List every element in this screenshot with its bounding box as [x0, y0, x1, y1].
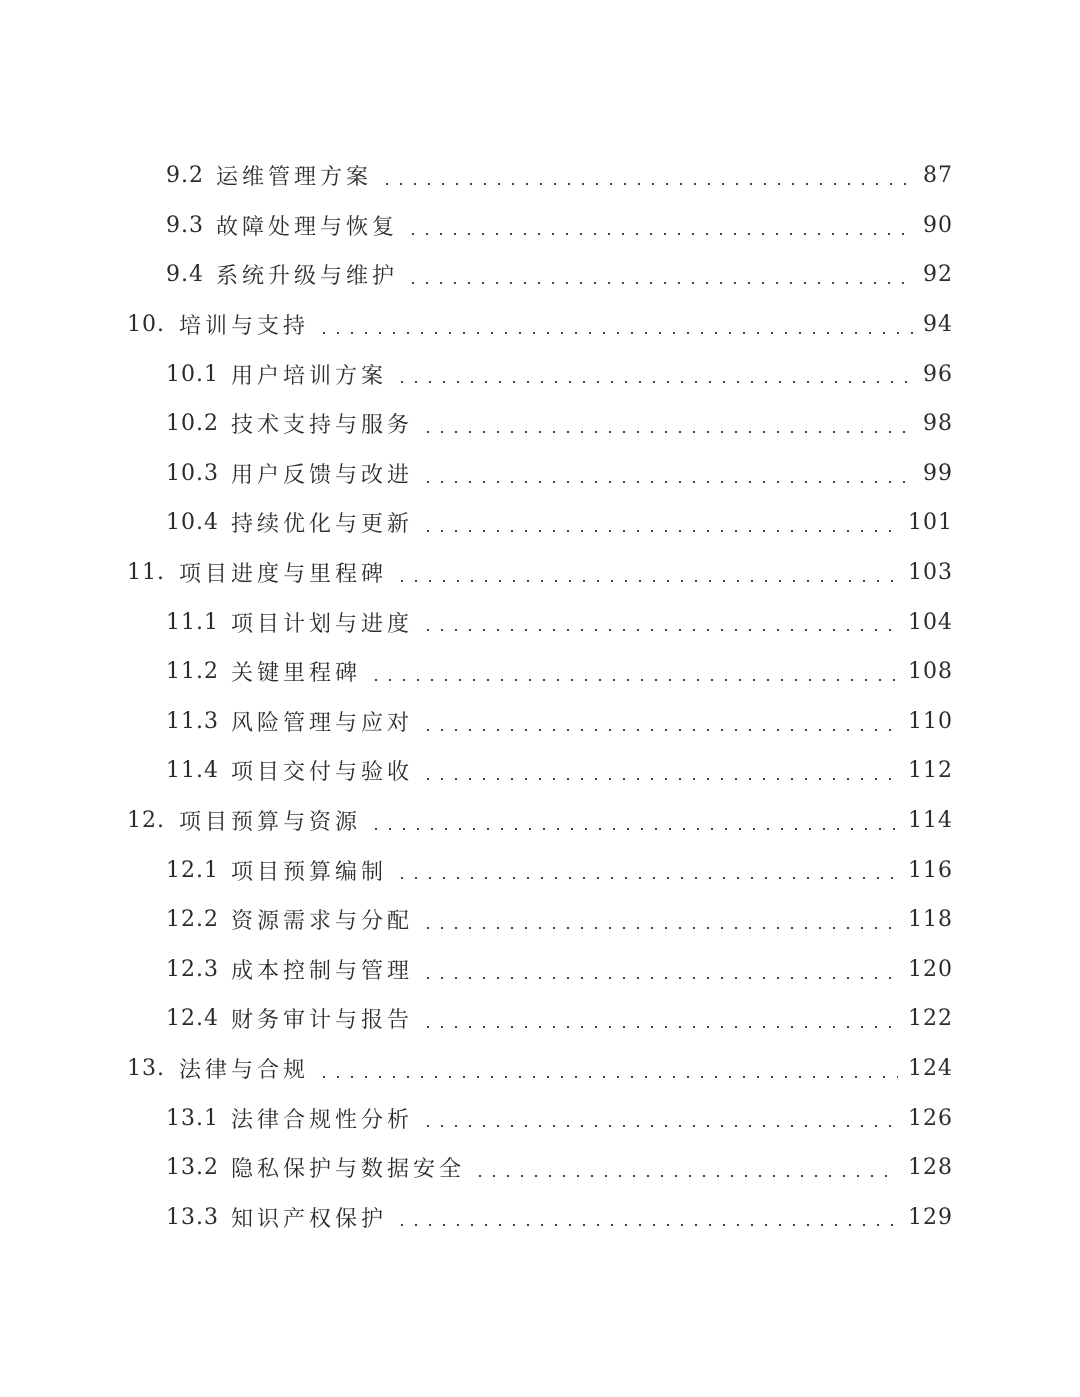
toc-entry-title: 项目交付与验收 — [230, 760, 413, 786]
toc-entry-number: 9.2 — [166, 163, 204, 189]
toc-entry-title: 风险管理与应对 — [230, 710, 413, 736]
toc-entry-page-number: 108 — [908, 659, 953, 685]
toc-section-entry[interactable] — [0, 1192, 1080, 1242]
toc-entry-number: 12.4 — [166, 1006, 219, 1032]
toc-dot-leader — [395, 877, 898, 879]
toc-entry-number: 12.1 — [166, 857, 219, 883]
toc-entry-title: 知识产权保护 — [230, 1206, 387, 1232]
toc-entry-page-number: 122 — [908, 1006, 953, 1032]
toc-entry-page-number: 120 — [908, 956, 953, 982]
toc-section-entry[interactable] — [0, 647, 1080, 697]
toc-entry-title: 技术支持与服务 — [230, 413, 413, 439]
toc-entry-title: 项目进度与里程碑 — [179, 562, 388, 588]
toc-section-entry[interactable] — [0, 349, 1080, 399]
toc-entry-title: 持续优化与更新 — [230, 512, 413, 538]
toc-entry-page-number: 101 — [908, 510, 953, 536]
toc-dot-leader — [406, 233, 913, 235]
toc-section-entry[interactable] — [0, 697, 1080, 747]
toc-entry-heading — [166, 746, 413, 796]
toc-entry-number: 13.1 — [166, 1105, 219, 1131]
toc-entry-heading — [166, 597, 413, 647]
toc-entry-number: 12.3 — [166, 956, 219, 982]
toc-dot-leader — [421, 1125, 898, 1127]
toc-entry-heading — [166, 845, 387, 895]
toc-section-entry[interactable] — [0, 746, 1080, 796]
toc-entry-page-number: 118 — [908, 907, 953, 933]
toc-entry-heading — [127, 300, 309, 350]
toc-dot-leader — [421, 778, 898, 780]
toc-entry-title: 项目预算编制 — [230, 859, 387, 885]
toc-entry-heading — [166, 201, 398, 251]
toc-entry-page-number: 129 — [908, 1204, 953, 1230]
toc-entry-page-number: 87 — [923, 163, 953, 189]
toc-entry-page-number: 104 — [908, 609, 953, 635]
toc-section-entry[interactable] — [0, 399, 1080, 449]
toc-section-entry[interactable] — [0, 994, 1080, 1044]
toc-entry-number: 11. — [127, 560, 165, 586]
table-of-contents — [0, 151, 1080, 1242]
toc-entry-heading — [166, 994, 413, 1044]
toc-section-entry[interactable] — [0, 449, 1080, 499]
toc-entry-title: 项目计划与进度 — [230, 611, 413, 637]
toc-entry-heading — [166, 449, 413, 499]
toc-dot-leader — [473, 1175, 898, 1177]
toc-entry-heading — [166, 349, 387, 399]
toc-entry-page-number: 126 — [908, 1105, 953, 1131]
toc-dot-leader — [421, 927, 898, 929]
toc-dot-leader — [395, 1224, 898, 1226]
toc-dot-leader — [317, 1076, 898, 1078]
toc-entry-heading — [127, 548, 387, 598]
toc-dot-leader — [421, 1026, 898, 1028]
toc-entry-heading — [166, 895, 413, 945]
toc-entry-heading — [127, 1044, 309, 1094]
toc-entry-title: 系统升级与维护 — [216, 264, 399, 290]
toc-dot-leader — [421, 431, 913, 433]
toc-entry-title: 用户培训方案 — [230, 363, 387, 389]
toc-entry-page-number: 110 — [908, 708, 953, 734]
toc-dot-leader — [421, 977, 898, 979]
toc-dot-leader — [406, 282, 913, 284]
toc-section-entry[interactable] — [0, 845, 1080, 895]
toc-dot-leader — [421, 530, 898, 532]
toc-entry-heading — [127, 796, 361, 846]
toc-dot-leader — [369, 679, 898, 681]
toc-entry-page-number: 98 — [923, 411, 953, 437]
toc-section-entry[interactable] — [0, 1143, 1080, 1193]
toc-section-entry[interactable] — [0, 1093, 1080, 1143]
toc-entry-title: 法律合规性分析 — [230, 1107, 413, 1133]
toc-dot-leader — [421, 729, 898, 731]
toc-dot-leader — [421, 481, 913, 483]
toc-entry-number: 11.1 — [166, 609, 219, 635]
toc-section-entry[interactable] — [0, 597, 1080, 647]
toc-entry-number: 10.2 — [166, 411, 219, 437]
toc-section-entry[interactable] — [0, 250, 1080, 300]
toc-dot-leader — [369, 828, 898, 830]
toc-entry-page-number: 124 — [908, 1055, 953, 1081]
toc-entry-heading — [166, 1093, 413, 1143]
toc-section-entry[interactable] — [0, 945, 1080, 995]
toc-entry-page-number: 94 — [923, 312, 953, 338]
toc-entry-page-number: 116 — [908, 857, 953, 883]
toc-entry-title: 隐私保护与数据安全 — [230, 1157, 465, 1183]
toc-entry-page-number: 128 — [908, 1155, 953, 1181]
toc-entry-number: 9.4 — [166, 262, 204, 288]
toc-chapter-entry[interactable] — [0, 548, 1080, 598]
toc-entry-heading — [166, 1143, 465, 1193]
toc-entry-title: 运维管理方案 — [216, 165, 373, 191]
toc-entry-heading — [166, 1192, 387, 1242]
toc-entry-number: 12.2 — [166, 907, 219, 933]
toc-entry-title: 法律与合规 — [179, 1057, 310, 1083]
toc-entry-number: 10. — [127, 312, 165, 338]
toc-chapter-entry[interactable] — [0, 300, 1080, 350]
toc-entry-number: 10.4 — [166, 510, 219, 536]
toc-chapter-entry[interactable] — [0, 796, 1080, 846]
toc-chapter-entry[interactable] — [0, 1044, 1080, 1094]
toc-section-entry[interactable] — [0, 151, 1080, 201]
toc-entry-title: 资源需求与分配 — [230, 909, 413, 935]
toc-entry-heading — [166, 647, 361, 697]
toc-entry-page-number: 90 — [923, 212, 953, 238]
toc-section-entry[interactable] — [0, 201, 1080, 251]
toc-entry-heading — [166, 697, 413, 747]
toc-dot-leader — [317, 332, 913, 334]
toc-entry-title: 财务审计与报告 — [230, 1008, 413, 1034]
toc-entry-title: 关键里程碑 — [230, 661, 361, 687]
toc-entry-title: 成本控制与管理 — [230, 958, 413, 984]
toc-entry-page-number: 92 — [923, 262, 953, 288]
toc-entry-heading — [166, 151, 372, 201]
toc-entry-page-number: 112 — [908, 758, 953, 784]
toc-section-entry[interactable] — [0, 895, 1080, 945]
toc-entry-title: 用户反馈与改进 — [230, 462, 413, 488]
toc-entry-number: 11.4 — [166, 758, 219, 784]
toc-entry-title: 项目预算与资源 — [179, 810, 362, 836]
toc-entry-number: 13.3 — [166, 1204, 219, 1230]
toc-dot-leader — [380, 183, 913, 185]
toc-entry-page-number: 99 — [923, 460, 953, 486]
toc-dot-leader — [395, 580, 898, 582]
toc-entry-title: 故障处理与恢复 — [216, 214, 399, 240]
toc-entry-number: 13.2 — [166, 1155, 219, 1181]
toc-entry-page-number: 114 — [908, 808, 953, 834]
toc-dot-leader — [421, 629, 898, 631]
toc-entry-heading — [166, 399, 413, 449]
toc-entry-page-number: 96 — [923, 361, 953, 387]
toc-entry-number: 10.1 — [166, 361, 219, 387]
toc-entry-number: 12. — [127, 808, 165, 834]
toc-entry-heading — [166, 250, 398, 300]
toc-entry-number: 11.3 — [166, 708, 219, 734]
toc-dot-leader — [395, 381, 913, 383]
toc-entry-heading — [166, 498, 413, 548]
toc-entry-number: 9.3 — [166, 212, 204, 238]
toc-entry-number: 10.3 — [166, 460, 219, 486]
toc-entry-page-number: 103 — [908, 560, 953, 586]
toc-section-entry[interactable] — [0, 498, 1080, 548]
toc-entry-heading — [166, 945, 413, 995]
toc-entry-number: 13. — [127, 1055, 165, 1081]
toc-entry-number: 11.2 — [166, 659, 219, 685]
toc-entry-title: 培训与支持 — [179, 314, 310, 340]
